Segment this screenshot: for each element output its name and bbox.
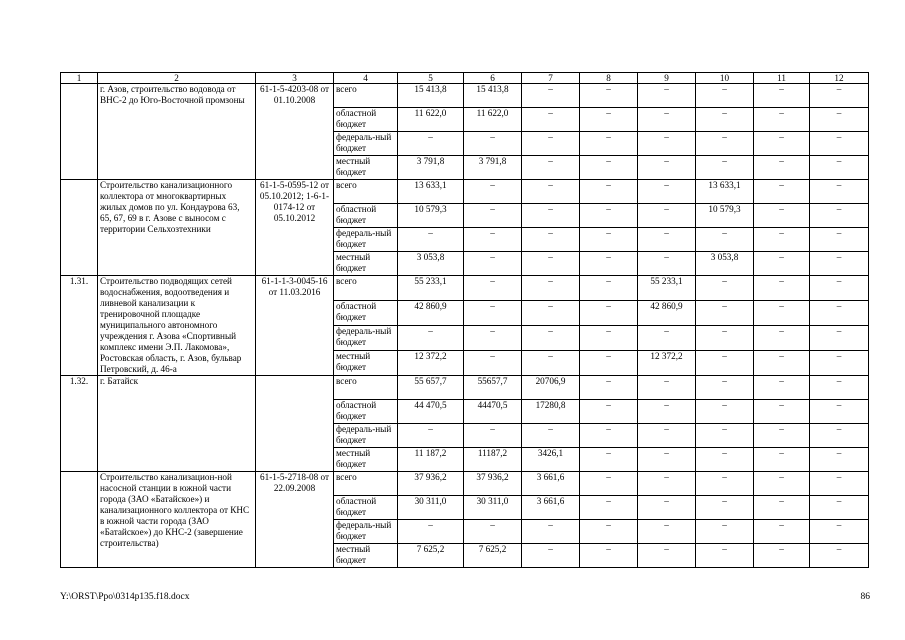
value-cell: – xyxy=(810,496,869,520)
value-cell: – xyxy=(638,424,696,448)
value-cell: – xyxy=(522,520,580,544)
value-cell: – xyxy=(754,252,810,276)
value-cell: 55 233,1 xyxy=(638,276,696,301)
value-cell: – xyxy=(754,108,810,132)
value-cell: – xyxy=(696,400,754,424)
value-cell: – xyxy=(810,326,869,351)
value-cell: 10 579,3 xyxy=(696,204,754,228)
page-number: 86 xyxy=(860,592,870,602)
table-row xyxy=(61,376,869,400)
value-cell: 13 633,1 xyxy=(398,180,464,204)
value-cell: – xyxy=(810,228,869,252)
col-header: 8 xyxy=(580,73,638,84)
value-cell: – xyxy=(522,252,580,276)
item-description: Строительство канализацион-ной насосной станции в южной части города (ЗАО «Батайское») и канализационного коллектора от КНС в южной части города (ЗАО «Батайское») до КНС-2 (завершение строительства) xyxy=(98,472,256,568)
funding-source: всего xyxy=(334,276,398,301)
value-cell: – xyxy=(580,204,638,228)
funding-source: всего xyxy=(334,180,398,204)
value-cell: – xyxy=(464,204,522,228)
value-cell: – xyxy=(696,132,754,156)
value-cell: 55657,7 xyxy=(464,376,522,400)
value-cell: – xyxy=(580,424,638,448)
value-cell: – xyxy=(522,301,580,326)
funding-source: федераль-ный бюджет xyxy=(334,326,398,351)
value-cell: – xyxy=(754,228,810,252)
item-number: 1.31. xyxy=(61,276,98,376)
table-row xyxy=(61,472,869,496)
value-cell: – xyxy=(696,276,754,301)
value-cell: – xyxy=(696,108,754,132)
value-cell: – xyxy=(696,520,754,544)
value-cell: – xyxy=(810,351,869,376)
value-cell: – xyxy=(810,276,869,301)
value-cell: – xyxy=(580,376,638,400)
file-path: Y:\ORST\Ppo\0314p135.f18.docx xyxy=(60,592,190,602)
col-header: 2 xyxy=(98,73,256,84)
col-header: 9 xyxy=(638,73,696,84)
value-cell: 20706,9 xyxy=(522,376,580,400)
value-cell: – xyxy=(638,400,696,424)
value-cell: 37 936,2 xyxy=(398,472,464,496)
value-cell: – xyxy=(464,132,522,156)
funding-source: всего xyxy=(334,84,398,108)
value-cell: – xyxy=(580,301,638,326)
value-cell: 55 657,7 xyxy=(398,376,464,400)
value-cell: – xyxy=(754,400,810,424)
col-header: 3 xyxy=(256,73,334,84)
value-cell: 12 372,2 xyxy=(398,351,464,376)
value-cell: – xyxy=(810,544,869,568)
item-code xyxy=(256,376,334,472)
value-cell: 11 187,2 xyxy=(398,448,464,472)
item-description: Строительство канализационного коллектора от многоквартирных жилых домов по ул. Кондаурова 63, 65, 67, 69 в г. Азове с выносом с территории Сельхозтехники xyxy=(98,180,256,276)
value-cell: 3426,1 xyxy=(522,448,580,472)
item-number xyxy=(61,472,98,568)
value-cell: – xyxy=(810,180,869,204)
value-cell: – xyxy=(754,376,810,400)
value-cell: 17280,8 xyxy=(522,400,580,424)
funding-source: местный бюджет xyxy=(334,448,398,472)
item-code: 61-1-5-4203-08 от 01.10.2008 xyxy=(256,84,334,180)
value-cell: – xyxy=(638,132,696,156)
budget-table xyxy=(60,72,869,568)
value-cell: – xyxy=(522,132,580,156)
funding-source: местный бюджет xyxy=(334,544,398,568)
value-cell: 10 579,3 xyxy=(398,204,464,228)
value-cell: – xyxy=(754,156,810,180)
value-cell: 42 860,9 xyxy=(638,301,696,326)
funding-source: областной бюджет xyxy=(334,400,398,424)
col-header: 6 xyxy=(464,73,522,84)
value-cell: – xyxy=(810,84,869,108)
value-cell: 30 311,0 xyxy=(464,496,522,520)
value-cell: – xyxy=(638,204,696,228)
value-cell: 11 622,0 xyxy=(398,108,464,132)
value-cell: – xyxy=(754,204,810,228)
value-cell: 3 791,8 xyxy=(398,156,464,180)
table-row xyxy=(61,180,869,204)
item-code: 61-1-5-2718-08 от 22.09.2008 xyxy=(256,472,334,568)
value-cell: – xyxy=(810,204,869,228)
value-cell: 7 625,2 xyxy=(464,544,522,568)
value-cell: – xyxy=(810,252,869,276)
funding-source: федераль-ный бюджет xyxy=(334,520,398,544)
col-header: 1 xyxy=(61,73,98,84)
value-cell: – xyxy=(696,424,754,448)
value-cell: – xyxy=(638,326,696,351)
funding-source: местный бюджет xyxy=(334,252,398,276)
item-description: г. Азов, строительство водовода от ВНС-2 до Юго-Восточной промзоны xyxy=(98,84,256,180)
item-number: 1.32. xyxy=(61,376,98,472)
col-header: 11 xyxy=(754,73,810,84)
value-cell: 13 633,1 xyxy=(696,180,754,204)
value-cell: – xyxy=(580,544,638,568)
value-cell: – xyxy=(580,326,638,351)
item-description: Строительство подводящих сетей водоснабжения, водоотведения и ливневой канализации к тренировочной площадке муниципального автономного учреждения г. Азова «Спортивный комплекс имени Э.П. Лакомова», Ростовская область, г. Азов, бульвар Петровский, д. 46-а xyxy=(98,276,256,376)
value-cell: – xyxy=(810,448,869,472)
item-code: 61-1-5-0595-12 от 05.10.2012; 1-6-1-0174-12 от 05.10.2012 xyxy=(256,180,334,276)
value-cell: – xyxy=(580,520,638,544)
value-cell: – xyxy=(810,376,869,400)
table-row xyxy=(61,276,869,301)
value-cell: – xyxy=(754,544,810,568)
value-cell: 30 311,0 xyxy=(398,496,464,520)
item-code: 61-1-1-3-0045-16 от 11.03.2016 xyxy=(256,276,334,376)
value-cell: – xyxy=(580,472,638,496)
value-cell: – xyxy=(754,276,810,301)
value-cell: – xyxy=(638,376,696,400)
funding-source: федераль-ный бюджет xyxy=(334,228,398,252)
item-number xyxy=(61,180,98,276)
value-cell: – xyxy=(696,301,754,326)
value-cell: – xyxy=(464,326,522,351)
value-cell: 42 860,9 xyxy=(398,301,464,326)
value-cell: – xyxy=(398,228,464,252)
value-cell: – xyxy=(696,326,754,351)
value-cell: 15 413,8 xyxy=(464,84,522,108)
value-cell: – xyxy=(522,84,580,108)
value-cell: – xyxy=(522,204,580,228)
value-cell: – xyxy=(580,180,638,204)
col-header: 12 xyxy=(810,73,869,84)
funding-source: федераль-ный бюджет xyxy=(334,424,398,448)
value-cell: – xyxy=(638,84,696,108)
value-cell: 3 661,6 xyxy=(522,496,580,520)
item-number xyxy=(61,84,98,180)
funding-source: федераль-ный бюджет xyxy=(334,132,398,156)
value-cell: – xyxy=(810,108,869,132)
value-cell: – xyxy=(754,496,810,520)
value-cell: – xyxy=(580,132,638,156)
value-cell: – xyxy=(754,424,810,448)
value-cell: 11187,2 xyxy=(464,448,522,472)
col-header: 10 xyxy=(696,73,754,84)
value-cell: – xyxy=(638,472,696,496)
value-cell: – xyxy=(464,351,522,376)
value-cell: – xyxy=(696,448,754,472)
value-cell: – xyxy=(754,132,810,156)
value-cell: – xyxy=(810,156,869,180)
value-cell: – xyxy=(754,448,810,472)
value-cell: – xyxy=(580,351,638,376)
value-cell: – xyxy=(754,84,810,108)
funding-source: местный бюджет xyxy=(334,156,398,180)
header-row xyxy=(61,73,869,84)
item-description: г. Батайск xyxy=(98,376,256,472)
value-cell: – xyxy=(464,180,522,204)
value-cell: – xyxy=(754,472,810,496)
value-cell: – xyxy=(696,472,754,496)
value-cell: – xyxy=(522,108,580,132)
funding-source: местный бюджет xyxy=(334,351,398,376)
value-cell: – xyxy=(398,326,464,351)
value-cell: 3 661,6 xyxy=(522,472,580,496)
col-header: 7 xyxy=(522,73,580,84)
value-cell: – xyxy=(464,520,522,544)
funding-source: всего xyxy=(334,472,398,496)
funding-source: всего xyxy=(334,376,398,400)
value-cell: 15 413,8 xyxy=(398,84,464,108)
value-cell: – xyxy=(464,228,522,252)
value-cell: – xyxy=(754,180,810,204)
value-cell: – xyxy=(398,520,464,544)
value-cell: – xyxy=(754,326,810,351)
value-cell: 3 053,8 xyxy=(696,252,754,276)
value-cell: – xyxy=(398,132,464,156)
value-cell: – xyxy=(754,301,810,326)
value-cell: – xyxy=(522,180,580,204)
value-cell: – xyxy=(638,520,696,544)
value-cell: – xyxy=(638,156,696,180)
table-row xyxy=(61,84,869,108)
value-cell: – xyxy=(696,544,754,568)
value-cell: – xyxy=(810,424,869,448)
value-cell: – xyxy=(398,424,464,448)
value-cell: – xyxy=(638,448,696,472)
value-cell: – xyxy=(810,520,869,544)
value-cell: 7 625,2 xyxy=(398,544,464,568)
value-cell: 12 372,2 xyxy=(638,351,696,376)
value-cell: – xyxy=(580,228,638,252)
value-cell: – xyxy=(696,496,754,520)
value-cell: 44470,5 xyxy=(464,400,522,424)
value-cell: – xyxy=(754,520,810,544)
value-cell: 3 053,8 xyxy=(398,252,464,276)
value-cell: – xyxy=(580,400,638,424)
value-cell: – xyxy=(464,276,522,301)
value-cell: – xyxy=(522,156,580,180)
value-cell: – xyxy=(580,276,638,301)
value-cell: – xyxy=(580,448,638,472)
value-cell: – xyxy=(464,252,522,276)
value-cell: – xyxy=(810,132,869,156)
value-cell: – xyxy=(810,472,869,496)
value-cell: – xyxy=(810,400,869,424)
value-cell: – xyxy=(696,376,754,400)
value-cell: – xyxy=(638,180,696,204)
value-cell: – xyxy=(580,156,638,180)
value-cell: 37 936,2 xyxy=(464,472,522,496)
value-cell: – xyxy=(810,301,869,326)
value-cell: – xyxy=(696,156,754,180)
value-cell: – xyxy=(638,252,696,276)
value-cell: 11 622,0 xyxy=(464,108,522,132)
funding-source: областной бюджет xyxy=(334,108,398,132)
value-cell: – xyxy=(580,108,638,132)
value-cell: – xyxy=(522,424,580,448)
col-header: 5 xyxy=(398,73,464,84)
value-cell: – xyxy=(522,544,580,568)
value-cell: – xyxy=(522,276,580,301)
value-cell: – xyxy=(638,228,696,252)
value-cell: – xyxy=(638,108,696,132)
value-cell: – xyxy=(464,301,522,326)
value-cell: 44 470,5 xyxy=(398,400,464,424)
funding-source: областной бюджет xyxy=(334,496,398,520)
value-cell: – xyxy=(638,544,696,568)
col-header: 4 xyxy=(334,73,398,84)
value-cell: – xyxy=(522,351,580,376)
value-cell: – xyxy=(580,252,638,276)
value-cell: – xyxy=(522,228,580,252)
value-cell: 55 233,1 xyxy=(398,276,464,301)
value-cell: – xyxy=(580,84,638,108)
funding-source: областной бюджет xyxy=(334,204,398,228)
value-cell: – xyxy=(696,84,754,108)
value-cell: 3 791,8 xyxy=(464,156,522,180)
value-cell: – xyxy=(696,228,754,252)
value-cell: – xyxy=(754,351,810,376)
value-cell: – xyxy=(464,424,522,448)
value-cell: – xyxy=(696,351,754,376)
value-cell: – xyxy=(580,496,638,520)
value-cell: – xyxy=(522,326,580,351)
funding-source: областной бюджет xyxy=(334,301,398,326)
value-cell: – xyxy=(638,496,696,520)
